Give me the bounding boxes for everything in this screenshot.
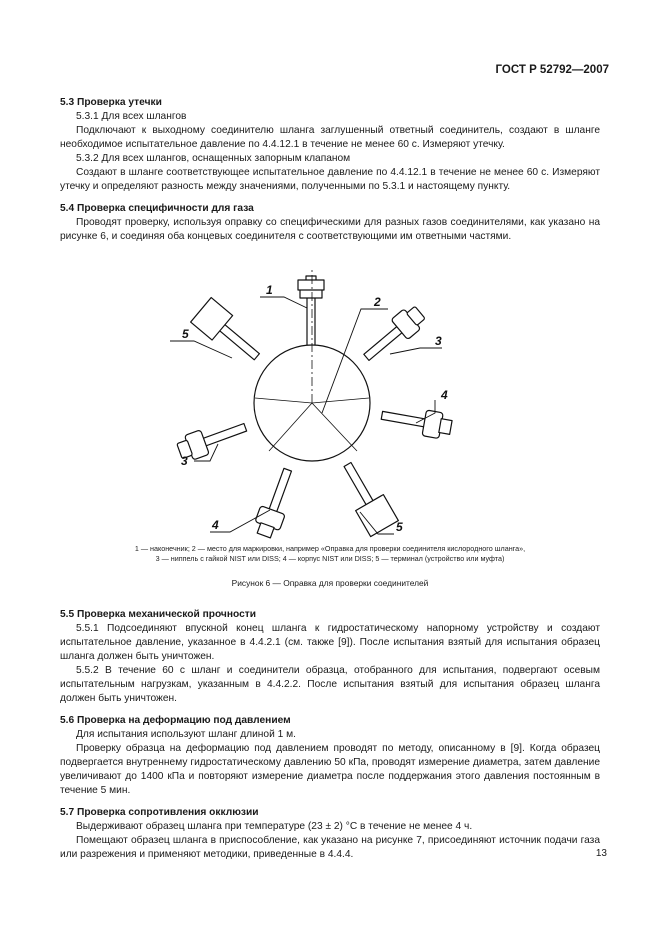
paragraph: 5.3.1 Для всех шлангов — [76, 111, 187, 122]
paragraph: Выдерживают образец шланга при температуре (23 ± 2) °С в течение не менее 4 ч. — [76, 821, 473, 832]
section-5-6-title: 5.6 Проверка на деформацию под давлением — [60, 715, 291, 726]
label-1: 1 — [266, 283, 273, 297]
paragraph: 5.5.1 Подсоединяют впускной конец шланга к гидростатическому напорному устройству и создают испытательное давление, указанное в 4.4.2.1 (см. также [9]). После испытания взятый для испытания образец шланга должен быть уничтожен. — [60, 623, 600, 662]
paragraph: Подключают к выходному соединителю шланга заглушенный ответный соединитель, создают в шланге необходимое испытательное давление по 4.4.12.1 в течение не менее 60 с. Измеряют утечку. — [60, 125, 600, 150]
label-3-left: 3 — [181, 454, 188, 468]
label-4-bottom: 4 — [212, 518, 219, 532]
paragraph: 5.3.2 Для всех шлангов, оснащенных запорным клапаном — [76, 153, 351, 164]
figure-legend-line-2: 3 — ниппель с гайкой NIST или DISS; 4 — корпус NIST или DISS; 5 — терминал (устройство или муфта) — [155, 554, 505, 563]
paragraph: Проверку образца на деформацию под давлением проводят по методу, описанному в [9]. Когда образец подвергается внутреннему гидростатическому давлению 50 кПа, проводят измерение диаметра, затем давление увеличивают до 1400 кПа и повторяют измерение диаметра после поддержания этого давления постоянным в течение 5 мин. — [60, 743, 600, 796]
label-5-left: 5 — [182, 327, 189, 341]
paragraph: Создают в шланге соответствующее испытательное давление по 4.4.12.1 в течение не менее 60 с. Измеряют утечку и определяют разность между значениями, полученными по 5.3.1 и настоящему пункту. — [60, 167, 600, 192]
section-5-7-title: 5.7 Проверка сопротивления окклюзии — [60, 807, 259, 818]
label-3-right: 3 — [435, 334, 442, 348]
connector-mandrel-drawing — [60, 248, 600, 544]
paragraph: 5.5.2 В течение 60 с шланг и соединители образца, отобранного для испытания, подвергают осевым испытательным нагрузкам, указанным в 4.4.2.2. После испытания взятый для испытания образец шланга должен быть уничтожен. — [60, 665, 600, 704]
label-5-bottom: 5 — [396, 520, 403, 534]
section-5-5-title: 5.5 Проверка механической прочности — [60, 609, 256, 620]
paragraph: Для испытания используют шланг длиной 1 м. — [76, 729, 296, 740]
figure-legend-line-1: 1 — наконечник; 2 — место для маркировки, например «Оправка для проверки соединителя кислородного шланга», — [134, 544, 526, 553]
section-5-4-title: 5.4 Проверка специфичности для газа — [60, 203, 254, 214]
label-2: 2 — [374, 295, 381, 309]
paragraph: Проводят проверку, используя оправку со специфическими для разных газов соединителями, как указано на рисунке 6, и соединяя оба концевых соединителя с соответствующими им ответными частями. — [60, 217, 600, 242]
page-number: 13 — [595, 848, 607, 859]
paragraph: Помещают образец шланга в приспособление, как указано на рисунке 7, присоединяют источник подачи газа или разрежения и применяют методики, приведенные в 4.4.4. — [60, 835, 600, 860]
document-standard-header: ГОСТ Р 52792—2007 — [495, 64, 609, 76]
figure-6 — [60, 248, 600, 544]
figure-title: Рисунок 6 — Оправка для проверки соединителей — [231, 578, 429, 588]
document-body — [60, 96, 600, 862]
label-4-right: 4 — [441, 388, 448, 402]
section-5-3-title: 5.3 Проверка утечки — [60, 97, 162, 108]
